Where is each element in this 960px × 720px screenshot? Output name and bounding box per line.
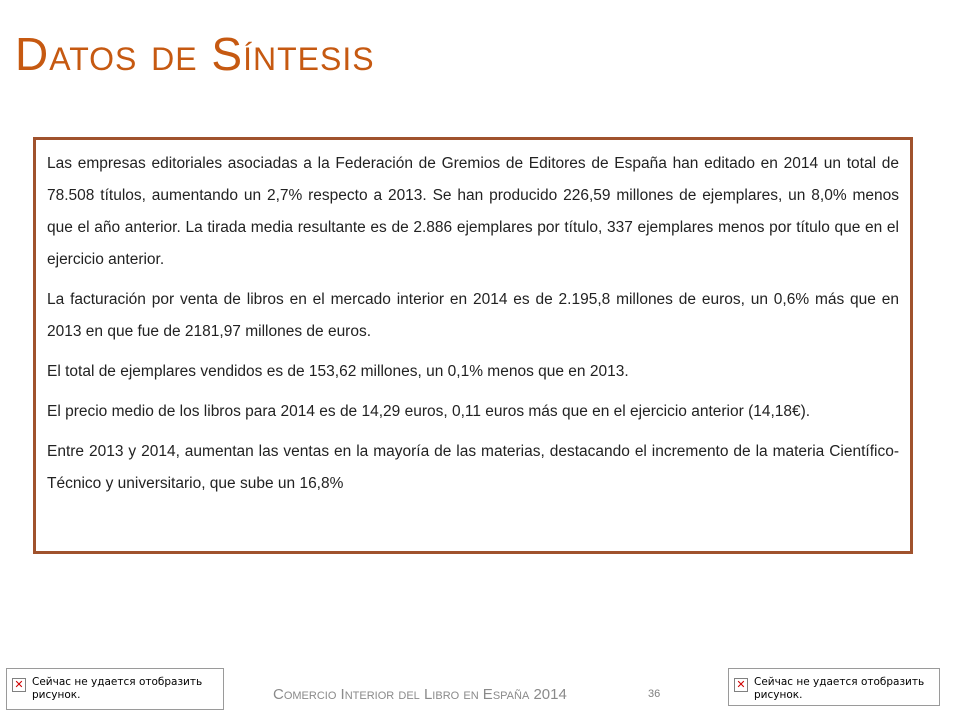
- missing-image-right: [728, 668, 940, 706]
- summary-paragraph-billing: La facturación por venta de libros en el mercado interior en 2014 es de 2.195,8 millones de euros, un 0,6% más que en 2013 en que fue de 2181,97 millones de euros.: [47, 291, 899, 340]
- missing-image-message: Сейчас не удается отобразить рисунок.: [32, 676, 203, 701]
- broken-image-icon: ✕: [734, 678, 748, 692]
- footer-title: Comercio Interior del Libro en España 2014: [273, 686, 567, 703]
- summary-paragraph-copies-sold: El total de ejemplares vendidos es de 153,62 millones, un 0,1% menos que en 2013.: [47, 363, 629, 380]
- summary-paragraph-titles: Las empresas editoriales asociadas a la Federación de Gremios de Editores de España han editado en 2014 un total de 78.508 títulos, aumentando un 2,7% respecto a 2013. Se han producido 226,59 millones de ejemplares, un 8,0% menos que el año anterior. La tirada media resultante es de 2.886 ejemplares por título, 337 ejemplares menos por título que en el ejercicio anterior.: [47, 155, 899, 268]
- missing-image-message: Сейчас не удается отобразить рисунок.: [754, 676, 925, 701]
- summary-paragraph-subjects: Entre 2013 y 2014, aumentan las ventas en la mayoría de las materias, destacando el incremento de la materia Científico-Técnico y universitario, que sube un 16,8%: [47, 443, 899, 492]
- summary-paragraph-average-price: El precio medio de los libros para 2014 es de 14,29 euros, 0,11 euros más que en el ejercicio anterior (14,18€).: [47, 403, 811, 420]
- summary-box: [33, 137, 913, 554]
- page-title: Datos de Síntesis: [15, 28, 375, 80]
- missing-image-left: [6, 668, 224, 710]
- broken-image-icon: ✕: [12, 678, 26, 692]
- page-number: 36: [648, 688, 661, 700]
